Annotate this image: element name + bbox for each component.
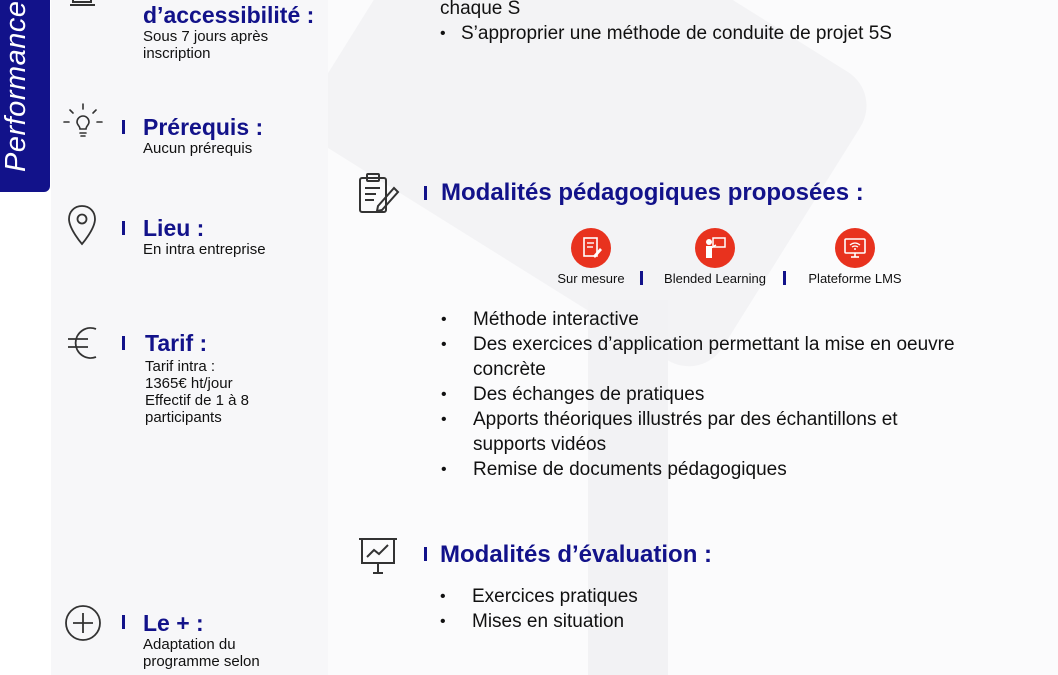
section-marker — [424, 547, 427, 561]
plus-text: Adaptation du programme selon — [143, 636, 260, 670]
laptop-icon — [68, 0, 98, 8]
plus-circle-icon — [63, 603, 103, 643]
objectifs-partial-line: chaque S — [440, 0, 521, 19]
section-marker — [122, 120, 125, 134]
document-edit-icon — [571, 228, 611, 268]
section-marker — [122, 336, 125, 350]
lieu-text: En intra entreprise — [143, 241, 266, 258]
plus-title: Le + : — [143, 610, 204, 636]
mode-separator — [783, 271, 786, 285]
list-item: • Apports théoriques illustrés par des échantillons et supports vidéos — [441, 407, 1021, 457]
tarif-title: Tarif : — [145, 330, 208, 356]
tarif-details: Tarif intra : 1365€ ht/jour Effectif de 1 à 8 participants — [145, 358, 249, 426]
mode-plateforme-lms — [802, 228, 908, 286]
section-marker — [122, 615, 125, 629]
mode-label: Sur mesure — [557, 271, 625, 286]
list-item: • Mises en situation — [440, 609, 940, 634]
pedagogie-title: Modalités pédagogiques proposées : — [441, 179, 864, 206]
list-item: • Remise de documents pédagogiques — [441, 457, 1021, 482]
objectifs-list — [440, 21, 1040, 46]
evaluation-title: Modalités d’évaluation : — [440, 541, 713, 568]
list-item: • Exercices pratiques — [440, 584, 940, 609]
prerequis-title: Prérequis : — [143, 114, 264, 140]
accessibilite-title: d’accessibilité : — [143, 2, 315, 28]
list-item: • Des exercices d’application permettant la mise en oeuvre concrète — [441, 332, 1021, 382]
lightbulb-icon — [63, 102, 103, 142]
mode-label: Blended Learning — [664, 271, 766, 286]
location-pin-icon — [66, 204, 98, 246]
monitor-wifi-icon — [835, 228, 875, 268]
side-tab — [0, 0, 50, 192]
pedagogie-list — [441, 307, 1021, 482]
list-item: • Des échanges de pratiques — [441, 382, 1021, 407]
list-item: • Méthode interactive — [441, 307, 1021, 332]
evaluation-list — [440, 584, 940, 634]
euro-icon — [66, 323, 100, 363]
side-tab-label: Performance — [0, 0, 32, 172]
teacher-board-icon — [695, 228, 735, 268]
mode-blended-learning — [660, 228, 770, 286]
prerequis-text: Aucun prérequis — [143, 140, 253, 157]
presentation-chart-icon — [357, 535, 399, 577]
lieu-title: Lieu : — [143, 215, 205, 241]
section-marker — [424, 186, 427, 200]
section-marker — [122, 221, 125, 235]
mode-sur-mesure — [552, 228, 630, 286]
accessibilite-delay: Sous 7 jours après inscription — [143, 28, 269, 62]
mode-separator — [640, 271, 643, 285]
clipboard-edit-icon — [356, 172, 400, 216]
mode-label: Plateforme LMS — [808, 271, 902, 286]
list-item: • S’approprier une méthode de conduite de projet 5S — [440, 21, 1040, 46]
